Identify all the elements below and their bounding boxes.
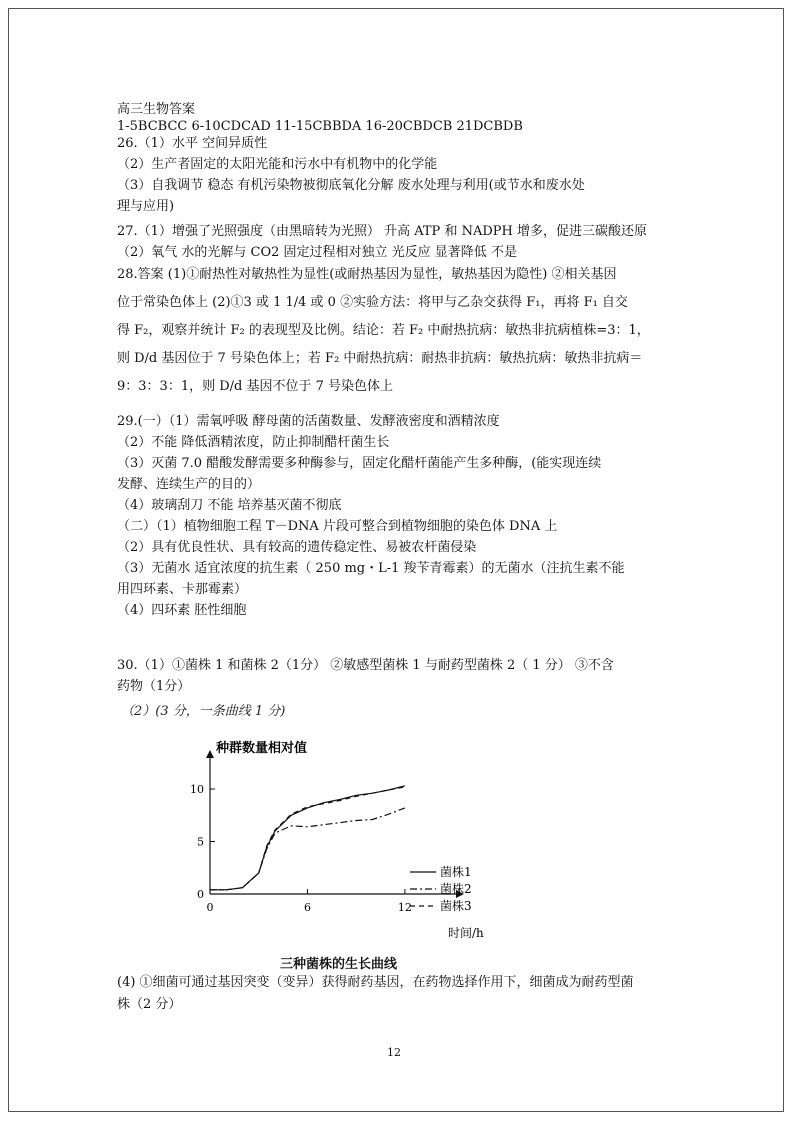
legend-label: 菌株1 [440,865,472,879]
q29-block [117,413,687,619]
x-tick-label: 6 [303,901,311,914]
x-tick-label: 12 [397,901,412,914]
y-tick-label: 0 [197,888,204,901]
q29-line: 发酵、连续生产的目的） [117,477,261,492]
q29-line: （4）四环素 胚性细胞 [117,603,247,618]
growth-chart-svg [180,732,540,972]
q26-line: （2）生产者固定的太阳光能和污水中有机物中的化学能 [117,157,438,172]
q28-line: 28.答案 (1)①耐热性对敏热性为显性(或耐热基因为显性，敏热基因为隐性) ②相关基因 [117,267,617,282]
q29-line: 29.(一）（1）需氧呼吸 酵母菌的活菌数量、发酵液密度和酒精浓度 [117,414,500,429]
q28-line: 9：3：3：1，则 D/d 基因不位于 7 号染色体上 [117,379,394,394]
q30-line: 30.（1）①菌株 1 和菌株 2（1分） ②敏感型菌株 1 与耐药型菌株 2（ 1 分） ③不含 [117,658,614,673]
q27-line: （2）氧气 水的光解与 CO2 固定过程相对独立 光反应 显著降低 不是 [117,245,517,260]
answer-content [117,101,687,720]
q28-line: 则 D/d 基因位于 7 号染色体上；若 F₂ 中耐热抗病：耐热非抗病：敏热抗病：敏热非抗病＝ [117,351,643,366]
q30-line: 药物（1分） [117,679,191,694]
chart-legend [410,864,472,913]
q26-line: 26.（1）水平 空间异质性 [117,136,268,151]
q28-block [117,261,687,401]
q30-4-line: 株（2 分） [117,997,182,1012]
q30-block [117,657,687,720]
x-axis-label: 时间/h [448,926,484,940]
page-number: 12 [387,1046,401,1059]
q26-line: （3）自我调节 稳态 有机污染物被彻底氧化分解 废水处理与利用(或节水和废水处 [117,178,585,193]
y-axis-arrow [206,750,214,758]
q29-line: （3）灭菌 7.0 醋酸发酵需要多种酶参与，固定化醋杆菌能产生多种酶，(能实现连续 [117,456,602,471]
series-line-2 [210,808,405,890]
series-line-1 [210,786,405,890]
legend-label: 菌株3 [440,899,472,913]
doc-title: 高三生物答案 [117,102,196,117]
x-tick-label: 0 [206,901,214,914]
q27-block [117,223,687,261]
growth-chart [180,732,540,972]
q28-line: 位于常染色体上 (2)①3 或 1 1/4 或 0 ②实验方法：将甲与乙杂交获得 F₁，再将 F₁ 自交 [117,295,628,310]
y-tick-label: 5 [197,835,204,849]
q26-block [117,135,687,215]
y-tick-label: 10 [190,783,204,796]
q27-line: 27.（1）增强了光照强度（由黑暗转为光照） 升高 ATP 和 NADPH 增多，促进三碳酸还原 [117,224,647,239]
q29-line: （2）不能 降低酒精浓度，防止抑制醋杆菌生长 [117,435,390,450]
q29-line: （二）（1）植物细胞工程 T－DNA 片段可整合到植物细胞的染色体 DNA 上 [117,519,558,534]
q26-line: 理与应用) [117,199,175,214]
y-axis-label: 种群数量相对值 [216,741,308,756]
mc-answers: 1-5BCBCC 6-10CDCAD 11-15CBBDA 16-20CBDCB 21DCBDB [117,119,523,134]
q30-2-note: （2）(3 分，一条曲线 1 分) [121,704,286,719]
q29-line: 用四环素、卡那霉素） [117,582,248,597]
q30-4-block [117,972,687,1016]
series-line-3 [210,787,405,890]
q29-line: （4）玻璃刮刀 不能 培养基灭菌不彻底 [117,498,342,513]
chart-title: 三种菌株的生长曲线 [280,957,398,972]
q29-line: （3）无菌水 适宜浓度的抗生素（ 250 mg・L-1 羧苄青霉素）的无菌水（注抗生素不能 [117,561,625,576]
legend-label: 菌株2 [440,882,472,896]
q28-line: 得 F₂，观察并统计 F₂ 的表现型及比例。结论：若 F₂ 中耐热抗病：敏热非抗病植株=3：1， [117,323,650,338]
chart-series [210,786,405,890]
q29-line: （2）具有优良性状、具有较高的遗传稳定性、易被农杆菌侵染 [117,540,477,555]
q30-4-line: (4) ①细菌可通过基因突变（变异）获得耐药基因，在药物选择作用下，细菌成为耐药型菌 [117,975,634,990]
chart-axes [206,750,464,898]
